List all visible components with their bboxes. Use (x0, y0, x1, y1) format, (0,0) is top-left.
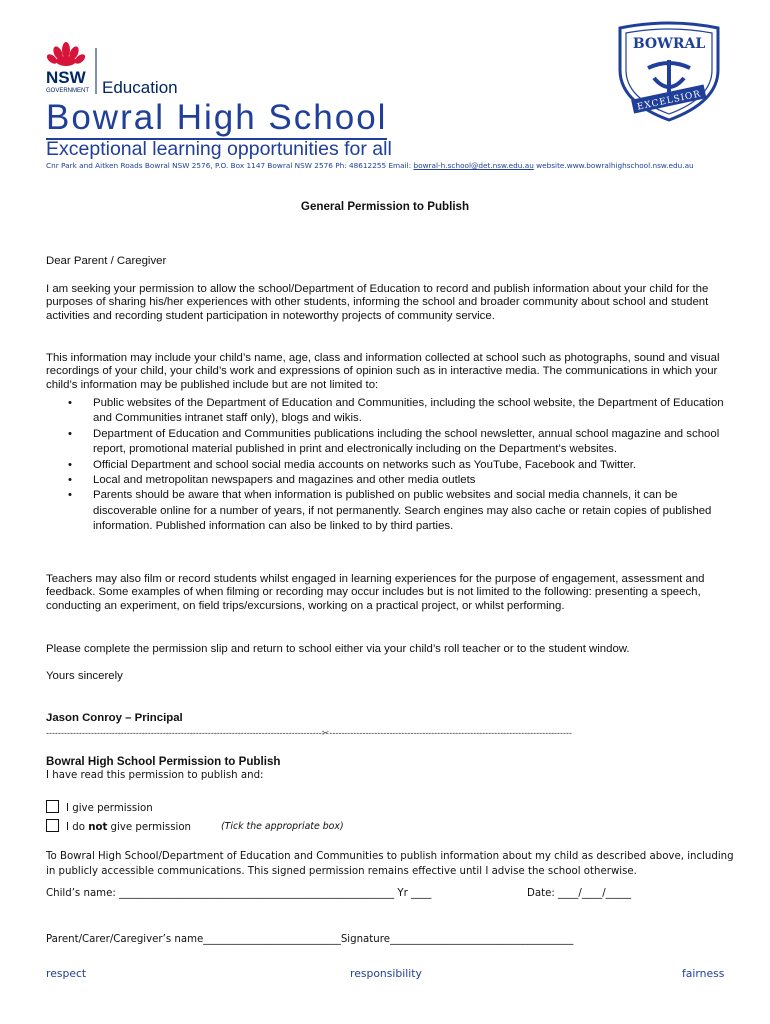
svg-text:GOVERNMENT: GOVERNMENT (46, 88, 90, 94)
option-label: I give permission (66, 803, 153, 814)
list-item: • Parents should be aware that when information is published on public websites and social media channels, it can be discoverable online for a number of years, if not permanently. Search engines may also cache or retain copies of published information. Published information can also be linked to by third parties. (46, 488, 726, 534)
option-give-permission[interactable] (46, 800, 153, 814)
school-name: Bowral High School (46, 98, 387, 140)
paragraph-filming: Teachers may also film or record students whilst engaged in learning experiences for the purpose of engagement, assessment and feedback. Some examples of when filming or recording may occur includes but is not limited to the following: presenting a speech, conducting an experiment, on field trips/excursions, working on a practical project, or whilst performing. (46, 573, 705, 612)
option-label: I do (66, 822, 89, 833)
svg-text:Education: Education (102, 78, 178, 97)
footer-value-fairness: fairness (682, 967, 725, 980)
give-permission-checkbox[interactable] (46, 800, 59, 813)
school-tagline: Exceptional learning opportunities for all (46, 138, 392, 160)
slip-title: Bowral High School Permission to Publish (46, 755, 281, 768)
document-title: General Permission to Publish (300, 200, 470, 213)
list-item: • Department of Education and Communities publications including the school newsletter, annual school magazine and school report, promotional material published in print and electronically including on the Department’s websites. (46, 427, 726, 458)
cut-line: --------------------------------------------------------------------------------------------✂--------------------------------------------------------------------------------- (46, 728, 573, 738)
slip-intro: I have read this permission to publish and: (46, 770, 264, 781)
scissors-icon: ✂ (321, 728, 330, 738)
list-item: • Local and metropolitan newspapers and magazines and other media outlets (46, 473, 726, 488)
paragraph-purpose: I am seeking your permission to allow the school/Department of Education to record and publish information about your child for the purposes of sharing his/her experiences with other students, informing the school and broader community about school and student activities and recording student participation in noteworthy projects of community service. (46, 283, 709, 322)
list-item: • Official Department and school social media accounts on networks such as YouTube, Facebook and Twitter. (46, 458, 726, 473)
svg-text:BOWRAL: BOWRAL (632, 36, 706, 52)
paragraph-information: This information may include your child’s name, age, class and information collected at school such as photographs, sound and visual recordings of your child, your child’s work and expressions of opinion such as in interactive media. The communications in which your child’s information may be published include but are not limited to: (46, 352, 720, 391)
school-crest-logo (610, 20, 728, 122)
address-details: Cnr Park and Aitken Roads Bowral NSW 2576, P.O. Box 1147 Bowral NSW 2576 Ph: 48612255 Email: (46, 161, 414, 170)
communications-list (46, 396, 726, 535)
date-field[interactable]: Date: ____/____/_____ (527, 888, 632, 899)
child-name-field[interactable]: Child’s name: ______________________________________________________ Yr ____ (46, 888, 432, 899)
school-address (46, 161, 694, 170)
website-text: website.www.bowralhighschool.nsw.edu.au (533, 161, 694, 170)
tick-note: (Tick the appropriate box) (221, 821, 344, 832)
salutation: Dear Parent / Caregiver (46, 255, 167, 267)
option-deny-permission[interactable] (46, 819, 191, 833)
closing: Yours sincerely (46, 670, 123, 682)
nsw-education-logo (44, 42, 214, 100)
option-label-emphasis: not (88, 822, 108, 833)
parent-signature-field[interactable]: Parent/Carer/Caregiver’s name___________________________Signature____________________________________ (46, 934, 574, 945)
svg-text:NSW: NSW (46, 68, 86, 87)
principal-signoff: Jason Conroy – Principal (46, 712, 183, 724)
email-link[interactable]: bowral-h.school@det.nsw.edu.au (413, 161, 534, 170)
option-label: give permission (107, 822, 192, 833)
waratah-icon (45, 42, 87, 66)
footer-value-responsibility: responsibility (350, 967, 422, 980)
svg-text:EXCELSIOR: EXCELSIOR (636, 89, 703, 113)
list-item: • Public websites of the Department of Education and Communities, including the school website, the Department of Education and Communities intranet staff only), blogs and wikis. (46, 396, 726, 427)
footer-value-respect: respect (46, 967, 87, 980)
deny-permission-checkbox[interactable] (46, 819, 59, 832)
paragraph-return-instructions: Please complete the permission slip and return to school either via your child’s roll teacher or to the student window. (46, 643, 630, 655)
consent-statement: To Bowral High School/Department of Education and Communities to publish information about my child as described above, including in publicly accessible communications. This signed permission remains effective until I advise the school otherwise. (46, 851, 734, 877)
